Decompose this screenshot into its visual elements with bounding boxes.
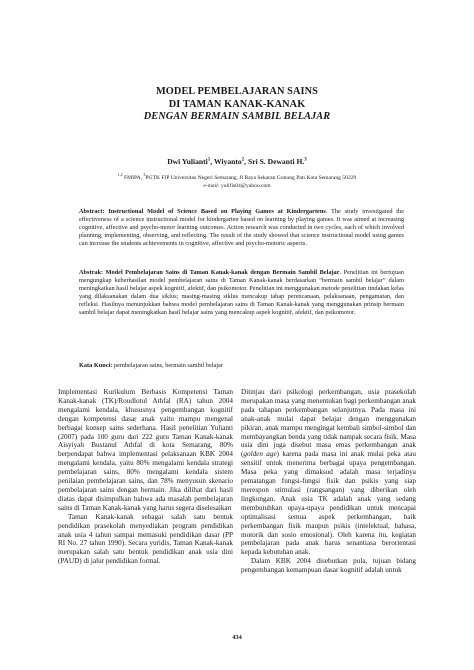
abstract-english-text: . The study investigated the effectiveness of a science instructional model for kindergarten based on learning by playing games. It was aimed at increasing cognitive, affective and psycho-motor learning outcomes. Action research was conducted in two cycles, each of which involved planning, implementing, observing, and reflecting. The result of the study showed that science instructional model using games can increase the students achievements in cognitive, affective and psycho-motoric aspects. [79,208,404,248]
keywords [79,362,404,370]
affiliation-address: PGTK FIP Universitas Negeri Semarang, Jl Raya Sekaran Gunung Pati Kota Semarang 50229 [145,174,357,181]
body-column-right [241,388,416,575]
body-paragraph: Dalam KBK 2004 disebutkan pula, tujuan bidang pengembangan kemampuan dasar kognitif adalah untuk [241,557,416,575]
abstract-indonesian-label: Abstrak: Model Pembelajaran Sains di Taman Kanak-kanak dengan Bermain Sambil Belajar [79,269,340,276]
affiliation-faculty: FMIPA, [122,174,144,181]
body-text: ) karena pada masa ini anak mulai peka atau sensitif untuk menerima berbagai upaya pengembangan. Masa peka yang dimaksud adalah masa terjadinya pematangan fungsi-fungsi fisik dan psikis yang siap merespon stimulasi (rangsangan) yang diberikan oleh lingkungan. Anak usia TK adalah anak yang sedang membutuhkan upaya-upaya pendidikan untuk mencapai optimalisasi semua aspek perkembangan, baik perkembangan fisik maupun psikis (intelektual, bahasa, motorik dan sosio emosional). Oleh karena itu, kegiatan pembelajaran pada anak harus senantiasa berorientasi kepada kebutuhan anak. [241,450,416,557]
abstract-indonesian [79,269,404,318]
body-paragraph: Taman Kanak-kanak sebagai salah satu bentuk pendidikan prasekolah menyediakan program pendidikan anak usia 4 tahun sampai memasuki pendidikan dasar (PP RI No. 27 tahun 1990). Secara yuridis, Taman Kanak-kanak merupakan salah satu bentuk pendidikan anak usia dini (PAUD) di jalur pendidikan formal. [58,512,233,566]
body-column-left [58,388,233,566]
page-number: 434 [232,634,242,641]
author-list: Dwi Yulianti$^1$, Wiyanto$^2$, Sri S. Dewanti H.$^3$ [167,157,307,166]
author-3-mark: 3 [304,157,307,163]
paper-title [0,86,474,124]
author-2-mark: 2 [241,157,245,163]
author-2: Wiyanto [213,157,242,166]
affiliation [0,171,474,190]
abstract-english [79,208,404,248]
body-paragraph: Implementasi Kurikulum Berbasis Kompetensi Taman Kanak-kanak (TK)/Roudlotul Athfal (RA) tahun 2004 mengalami kendala, khususnya pengembangan kognitif dengan kompetensi dasar anak yaitu mampu mengenal berbagai konsep sains sederhana. Hasil penelitian Yulianti (2007) pada 100 guru dari 222 guru Taman Kanak-kanak Aisyiyah Bustanul Athfal di kota Semarang, 80% berpendapat bahwa implementasi pelaksanaan KBK 2004 mengalami kendala, yaitu 80% mengalami kendala strategi pembelajaran sains, 80% mengalami kendala sistem penilaian pembelajaran sains, dan 78% menyusun skenario pembelajaran sains dengan bermain. Jika dilihat dari hasil diatas dapat disimpulkan bahwa ada masalah pembelajaran sains di Taman Kanak-kanak yang harus segera diselesaikan [58,388,233,512]
affiliation-mark-1: 1,2 [117,172,123,177]
email-label: e-mail: [203,182,220,189]
title-line-3: DENGAN BERMAIN SAMBIL BELAJAR [143,111,331,122]
keywords-text: pembelajaran sains, bermain sambil belajar [112,362,223,369]
body-paragraph [241,388,416,557]
title-line-1: MODEL PEMBELAJARAN SAINS [155,86,319,97]
keywords-label: Kata Kunci: [79,362,113,369]
body-text: Ditinjau dari psikologi perkembangan, usia prasekolah merupakan masa yang menentukan bagi perkembangan anak pada tahapan perkembangan selanjutnya. Pada masa ini anak-anak mulai dapat belajar dengan menggunakan pikiran, anak mampu mengingat kembali simbol-simbol dan membayangkan benda yang tidak nampak secara fisik. Masa usia dini juga disebut masa emas perkembangan anak ( [241,388,416,459]
golden-age-term: golden age [243,450,277,459]
author-1-mark: 1 [207,157,211,163]
email-address: yulifis04@yahoo.com [219,182,271,189]
affiliation-mark-2: 3 [143,172,146,177]
author-3: Sri S. Dewanti H. [247,157,305,166]
author-1: Dwi Yulianti [167,157,208,166]
title-line-2: DI TAMAN KANAK-KANAK [168,98,306,110]
abstract-english-label: Abstract: Instructional Model of Science Based on Playing Games at Kindergartens [79,208,326,215]
abstract-indonesian-text: . Penelitian ini bertujuan mengungkap keberhasilan model pembelajaran sains di Taman Kanak-kanak berdasarkan “bermain sambil belajar” dalam meningkatkan hasil belajar aspek kognitif, afektif, dan psikomotor. Penelitian ini menggunakan metode penelitian tindakan kelas yang dilaksanakan dalam dua siklus; masing-masing siklus mencakup tahap perencanaan, pelaksanaan, pengamatan, dan refleksi. Hasilnya menunjukkan bahwa model pembelajaran sains di Taman Kanak-kanak yang menggunakan prinsip bermain sambil belajar dapat meningkatkan hasil belajar sains yang mencakup aspek kognitif, afektif, dan psikomotor. [79,269,404,317]
